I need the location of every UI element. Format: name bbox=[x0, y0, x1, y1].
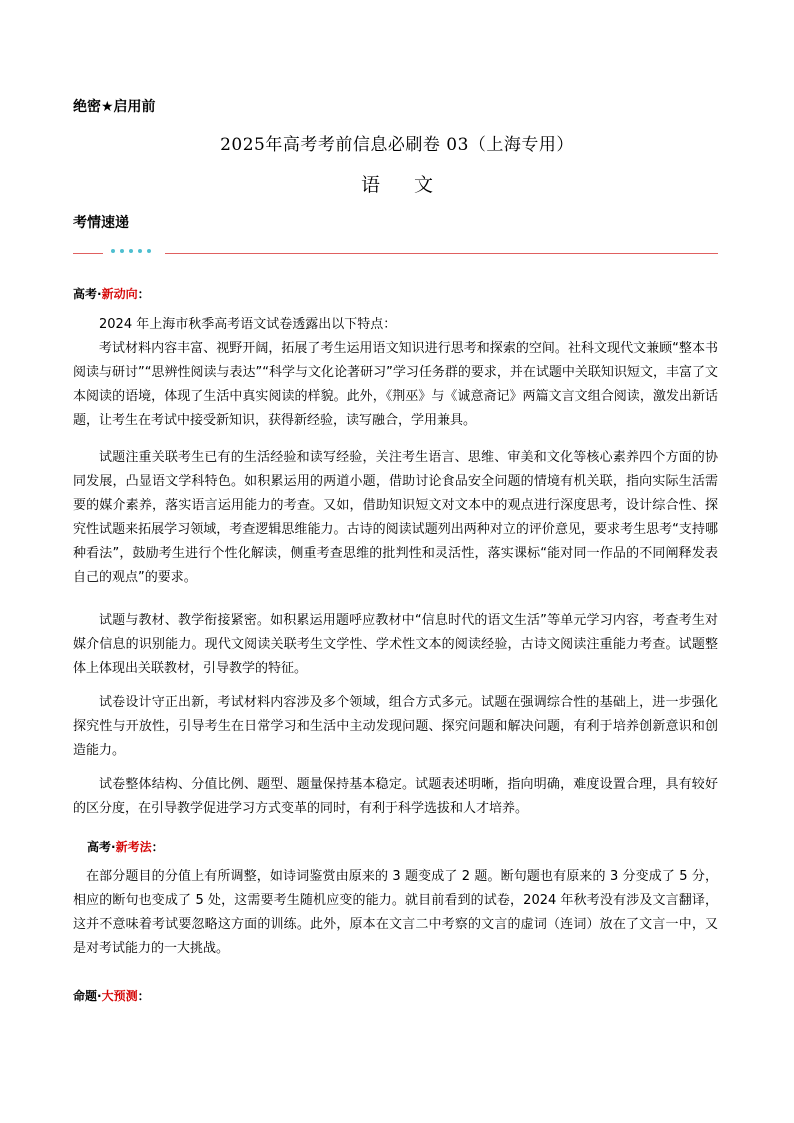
page-title: 2025年高考考前信息必刷卷 03（上海专用） bbox=[220, 135, 574, 155]
section-divider bbox=[73, 246, 718, 260]
label-highlight: 新动向 bbox=[101, 287, 138, 301]
section-heading: 考情速递 bbox=[73, 215, 129, 231]
label-suffix: ： bbox=[151, 840, 164, 854]
divider-dot bbox=[147, 249, 151, 253]
label-suffix: ： bbox=[137, 989, 150, 1003]
divider-dot bbox=[138, 249, 142, 253]
paragraph-new-method: 在部分题目的分值上有所调整，如诗词鉴赏由原来的 3 题变成了 2 题。断句题也有原来的 3 分变成了 5 分，相应的断句也变成了 5 处，这需要考生随机应变的能力。就目前看到的试卷，2024 年秋考没有涉及文言翻译，这并不意味着考试要忽略这方面的训练。此外，原本在文言二中考察的文言的虚词（连词）放在了文言一中，又是对考试能力的一大挑战。 bbox=[73, 869, 718, 956]
divider-dot bbox=[129, 249, 133, 253]
label-new-trend bbox=[73, 285, 150, 302]
label-highlight: 大预测 bbox=[101, 989, 138, 1003]
divider-line-left bbox=[73, 253, 103, 254]
label-suffix: ： bbox=[137, 287, 150, 301]
paragraph-3: 试题与教材、教学衔接紧密。如积累运用题呼应教材中“信息时代的语文生活”等单元学习内容，考查考生对媒介信息的识别能力。现代文阅读关联考生文学性、学术性文本的阅读经验，古诗文阅读注重能力考查。试题整体上体现出关联教材，引导教学的特征。 bbox=[73, 613, 718, 676]
label-prefix: 高考· bbox=[73, 287, 102, 301]
label-prefix: 高考· bbox=[87, 840, 116, 854]
label-prediction bbox=[73, 987, 150, 1004]
paragraph-2: 试题注重关联考生已有的生活经验和读写经验，关注考生语言、思维、审美和文化等核心素养四个方面的协同发展，凸显语文学科特色。如积累运用的两道小题，借助讨论食品安全问题的情境有机关联，指向实际生活需要的媒介素养，落实语言运用能力的考查。又如，借助知识短文对文本中的观点进行深度思考，设计综合性、探究性试题来拓展学习领域，考查逻辑思维能力。古诗的阅读试题列出两种对立的评价意见，要求考生思考“支持哪种看法”，鼓励考生进行个性化解读，侧重考查思维的批判性和灵活性，落实课标“能对同一作品的不同阐释发表自己的观点”的要求。 bbox=[73, 450, 718, 585]
label-new-method bbox=[87, 838, 164, 855]
subject-title: 语 文 bbox=[360, 174, 448, 196]
label-highlight: 新考法 bbox=[115, 840, 152, 854]
divider-dot bbox=[120, 249, 124, 253]
paragraph-1: 考试材料内容丰富、视野开阔，拓展了考生运用语文知识进行思考和探索的空间。社科文现代文兼顾“整本书阅读与研讨”“思辨性阅读与表达”“科学与文化论著研习”学习任务群的要求，并在试题中关联知识短文，丰富了文本阅读的语境，体现了生活中真实阅读的样貌。此外，《荆巫》与《诚意斋记》两篇文言文组合阅读，激发出新话题，让考生在考试中接受新知识，获得新经验，读写融合，学用兼具。 bbox=[73, 341, 718, 428]
divider-dot bbox=[111, 249, 115, 253]
divider-dots bbox=[111, 249, 151, 253]
label-prefix: 命题· bbox=[73, 989, 102, 1003]
paragraph-5: 试卷整体结构、分值比例、题型、题量保持基本稳定。试题表述明晰，指向明确，难度设置合理，具有较好的区分度，在引导教学促进学习方式变革的同时，有利于科学选拔和人才培养。 bbox=[73, 777, 718, 816]
intro-paragraph: 2024 年上海市秋季高考语文试卷透露出以下特点： bbox=[99, 317, 397, 332]
divider-line-right bbox=[165, 253, 718, 254]
secret-mark: 绝密★启用前 bbox=[73, 99, 156, 115]
paragraph-4: 试卷设计守正出新，考试材料内容涉及多个领域，组合方式多元。试题在强调综合性的基础上，进一步强化探究性与开放性，引导考生在日常学习和生活中主动发现问题、探究问题和解决问题，有利于培养创新意识和创造能力。 bbox=[73, 695, 718, 758]
